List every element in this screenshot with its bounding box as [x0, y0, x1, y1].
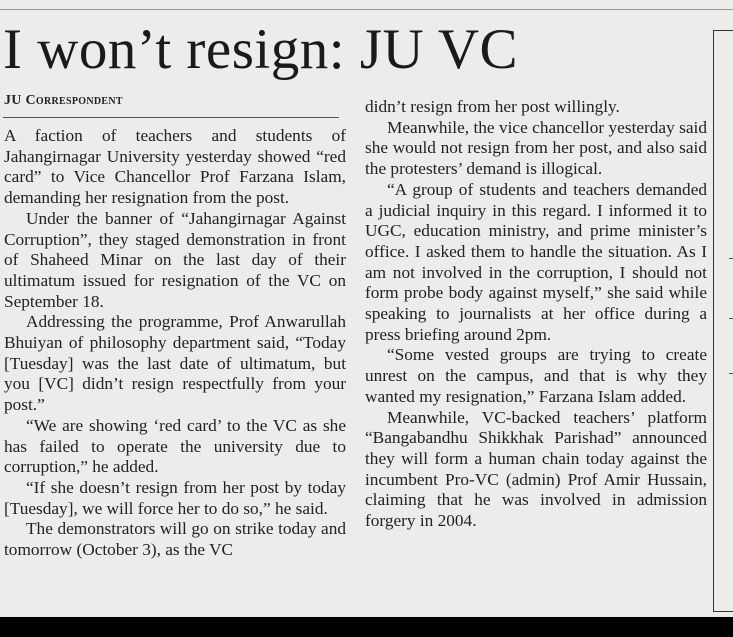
paragraph: didn’t resign from her post willingly. [365, 97, 620, 116]
paragraph: Meanwhile, VC-backed teachers’ platform “Bangabandhu Shikkhak Parishad” announced they will form a human chain today against the incumbent Pro-VC (admin) Prof Amir Hussain, claiming that he was involved in admission forgery in 2004. [365, 407, 707, 531]
byline-rule [3, 117, 339, 118]
paragraph: “We are showing ‘red card’ to the VC as she has failed to operate the university due to corruption,” he added. [4, 415, 346, 477]
adjacent-rule [729, 258, 733, 259]
paragraph: Addressing the programme, Prof Anwarullah Bhuiyan of philosophy department said, “Today [Tuesday] was the last date of ultimatum, but you [VC] didn’t resign respectfully from your post.” [4, 312, 346, 415]
paragraph: “A group of students and teachers demanded a judicial inquiry in this regard. I informed it to UGC, education ministry, and prime minister’s office. I asked them to handle the situation. As I am not involved in the corruption, I should not form probe body against myself,” she said while speaking to journalists at her office during a press briefing around 2pm. [365, 179, 707, 344]
article-column-left [4, 126, 346, 561]
headline: I won’t resign: JU VC [3, 18, 519, 81]
paragraph: “If she doesn’t resign from her post by today [Tuesday], we will force her to do so,” he said. [4, 477, 346, 518]
bottom-edge [0, 617, 733, 637]
adjacent-article-border [713, 30, 733, 612]
adjacent-rule [729, 318, 733, 319]
paragraph: A faction of teachers and students of Jahangirnagar University yesterday showed “red card” to Vice Chancellor Prof Farzana Islam, demanding her resignation from the post. [4, 126, 346, 208]
paragraph: Meanwhile, the vice chancellor yesterday said she would not resign from her post, and also said the protesters’ demand is illogical. [365, 117, 707, 179]
article-column-right [365, 97, 707, 532]
paragraph: “Some vested groups are trying to create unrest on the campus, and that is why they wanted my resignation,” Farzana Islam added. [365, 345, 707, 406]
byline: JU Correspondent [4, 93, 123, 108]
paragraph: The demonstrators will go on strike today and tomorrow (October 3), as the VC [4, 519, 346, 560]
adjacent-rule [729, 373, 733, 374]
top-rule [0, 9, 733, 10]
paragraph: Under the banner of “Jahangirnagar Against Corruption”, they staged demonstration in front of Shaheed Minar on the last day of their ultimatum issued for resignation of the VC on September 18. [4, 208, 346, 311]
